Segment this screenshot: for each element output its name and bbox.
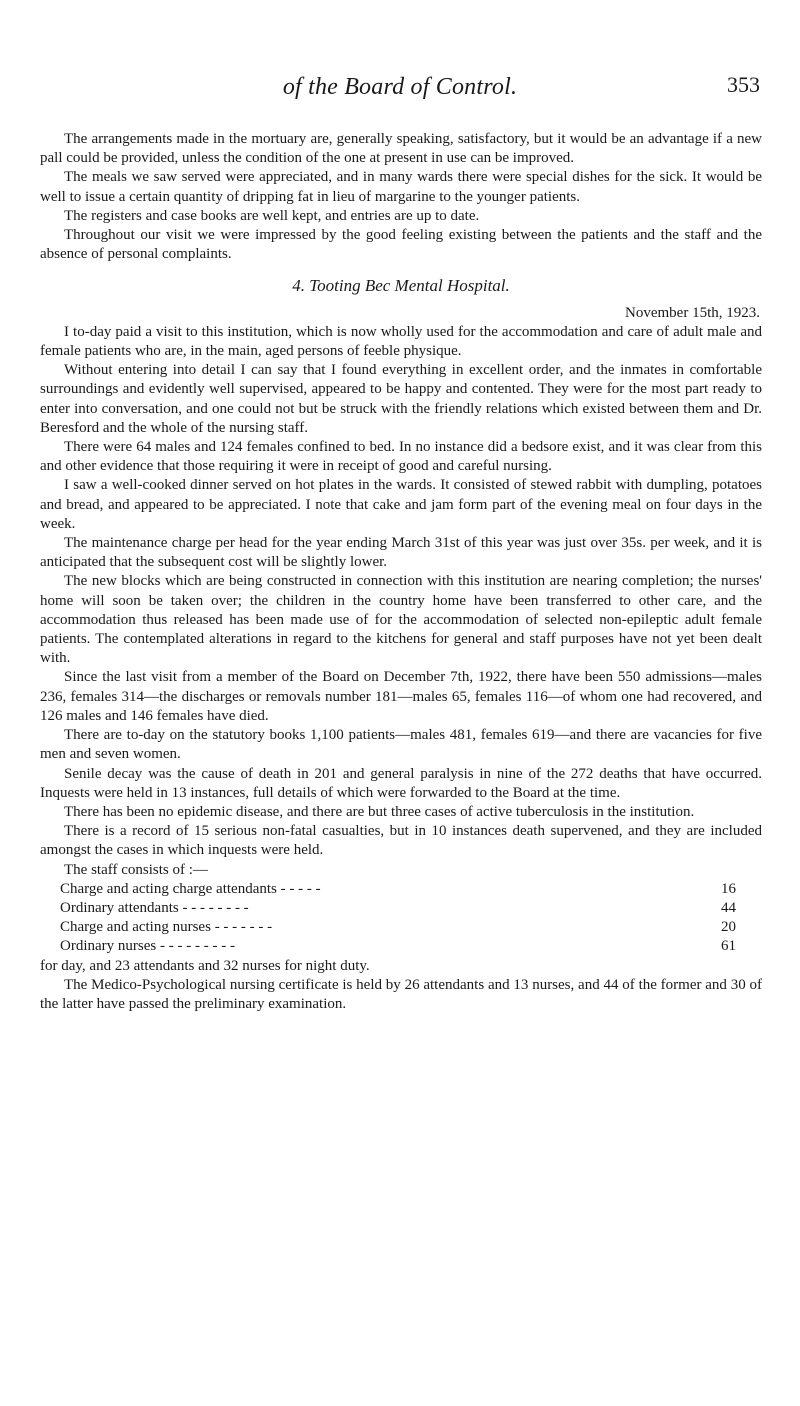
page-number: 353 [727, 72, 760, 97]
staff-count: 61 [721, 938, 736, 955]
paragraph: for day, and 23 attendants and 32 nurses for night duty. [40, 957, 370, 974]
section-date: November 15th, 1923. [625, 304, 760, 321]
paragraph: Senile decay was the cause of death in 201 and general paralysis in nine of the 272 deaths that have occurred. Inquests were held in 13 instances, full details of which were forwarded to the Board at the time. [40, 765, 762, 801]
section-heading: 4. Tooting Bec Mental Hospital. [292, 276, 510, 296]
paragraph: I to-day paid a visit to this institution, which is now wholly used for the accommodation and care of adult male and female patients who are, in the main, aged persons of feeble physique. [40, 323, 762, 360]
paragraph: The registers and case books are well kept, and entries are up to date. [64, 207, 480, 224]
table-row [60, 899, 736, 918]
staff-label: Charge and acting nurses - - - - - - - [60, 919, 273, 936]
running-title: of the Board of Control. [282, 74, 518, 100]
table-row [60, 880, 736, 899]
staff-table [60, 880, 736, 957]
paragraph: The meals we saw served were appreciated, and in many wards there were special dishes for the sick. It would be well to issue a certain quantity of dripping fat in lieu of margarine to the younger patients. [40, 169, 762, 205]
staff-label: Ordinary attendants - - - - - - - - [60, 899, 249, 916]
staff-label: Charge and acting charge attendants - - - - - [60, 880, 321, 897]
table-row [60, 918, 736, 937]
staff-intro: The staff consists of :— [64, 861, 208, 878]
paragraph: The new blocks which are being constructed in connection with this institution are nearing completion; the nurses' home will soon be taken over; the children in the country home have been transferred to other care, and the accommodation thus released has been made use of for the accommodation of selected non-epileptic adult female patients. The contemplated alterations in regard to the kitchens for general and staff purposes have not yet been dealt with. [40, 573, 762, 667]
staff-label: Ordinary nurses - - - - - - - - - [60, 938, 235, 955]
paragraph: Since the last visit from a member of the Board on December 7th, 1922, there have been 550 admissions—males 236, females 314—the discharges or removals number 181—males 65, females 116—of whom one had recovered, and 126 males and 146 females have died. [40, 669, 762, 724]
paragraph: There has been no epidemic disease, and there are but three cases of active tuberculosis in the institution. [64, 803, 695, 820]
running-head [0, 66, 800, 106]
paragraph: The arrangements made in the mortuary are, generally speaking, satisfactory, but it would be an advantage if a new pall could be provided, unless the condition of the one at present in use can be improved. [40, 131, 762, 167]
paragraph: I saw a well-cooked dinner served on hot plates in the wards. It consisted of stewed rabbit with dumpling, potatoes and bread, and appeared to be appreciated. I note that cake and jam form part of the evening meal on four days in the week. [40, 477, 762, 532]
staff-count: 20 [721, 919, 736, 936]
paragraph: Throughout our visit we were impressed by the good feeling existing between the patients and the staff and the absence of personal complaints. [40, 227, 762, 263]
paragraph: The Medico-Psychological nursing certificate is held by 26 attendants and 13 nurses, and 44 of the former and 30 of the latter have passed the preliminary examination. [40, 976, 762, 1012]
body-text [40, 130, 762, 1014]
staff-count: 16 [721, 880, 736, 897]
paragraph: There is a record of 15 serious non-fatal casualties, but in 10 instances death supervened, and they are included amongst the cases in which inquests were held. [40, 823, 762, 859]
paragraph: There were 64 males and 124 females confined to bed. In no instance did a bedsore exist, and it was clear from this and other evidence that those requiring it were in receipt of good and careful nursing. [40, 439, 762, 475]
table-row [60, 937, 736, 956]
paragraph: Without entering into detail I can say that I found everything in excellent order, and the inmates in comfortable surroundings and evidently well supervised, appeared to be happy and contented. They were for the most part ready to enter into conversation, and one could not but be struck with the friendly relations which existed between them and Dr. Beresford and the whole of the nursing staff. [40, 362, 762, 436]
paragraph: There are to-day on the statutory books 1,100 patients—males 481, females 619—and there are vacancies for five men and seven women. [40, 727, 762, 763]
staff-count: 44 [721, 899, 736, 916]
paragraph: The maintenance charge per head for the year ending March 31st of this year was just over 35s. per week, and it is anticipated that the subsequent cost will be slightly lower. [40, 535, 762, 571]
